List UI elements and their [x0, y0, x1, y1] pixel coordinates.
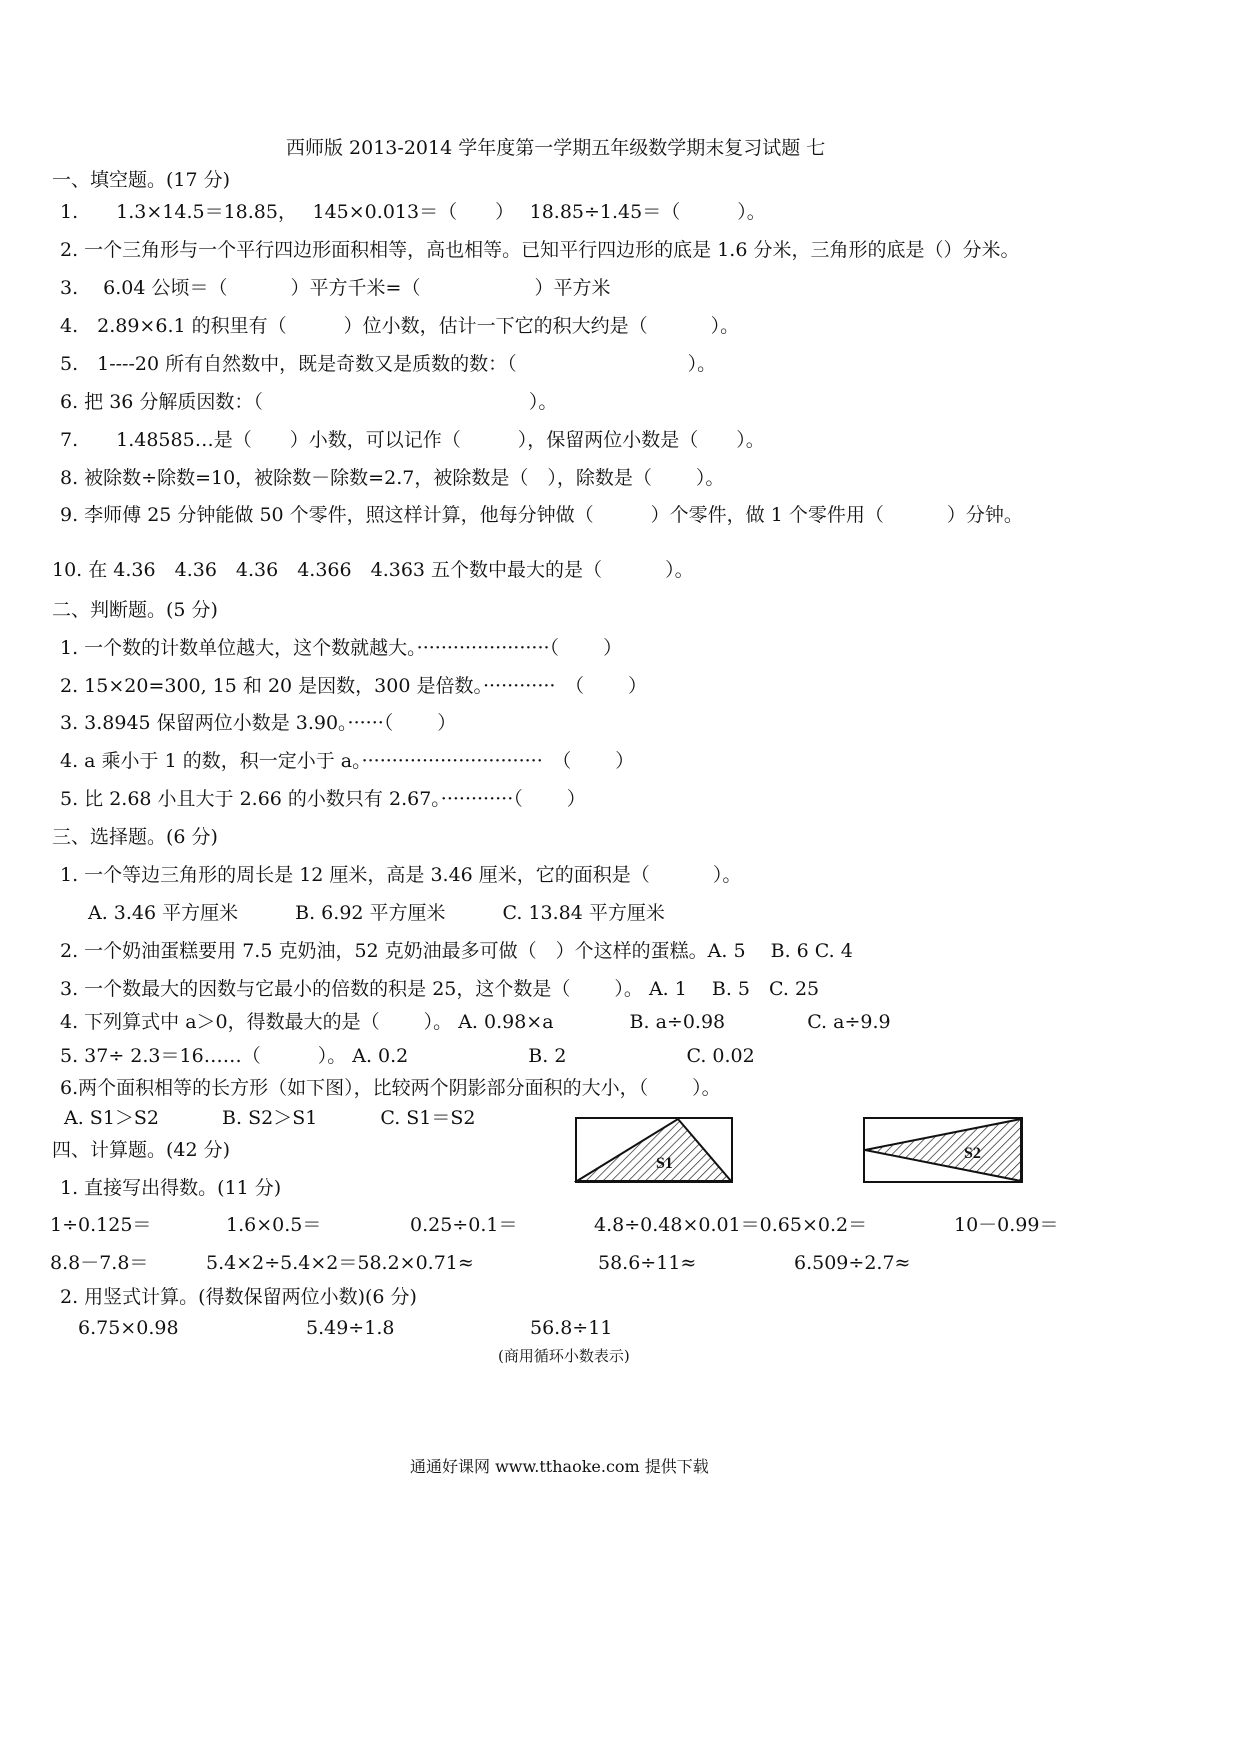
- calc-item: 8.8－7.8＝: [50, 1252, 149, 1274]
- calc-item: 1÷0.125＝: [50, 1214, 152, 1236]
- question-1-4: 4. 2.89×6.1 的积里有（ ）位小数，估计一下它的积大约是（ ）。: [60, 315, 740, 337]
- question-3-2: 2. 一个奶油蛋糕要用 7.5 克奶油，52 克奶油最多可做（ ）个这样的蛋糕。A. 5 B. 6 C. 4: [60, 940, 853, 962]
- section-heading-calculation: 四、计算题。(42 分): [52, 1139, 231, 1161]
- question-1-10: 10. 在 4.36 4.36 4.36 4.366 4.363 五个数中最大的是（ ）。: [52, 559, 694, 581]
- question-2-5: 5. 比 2.68 小且大于 2.66 的小数只有 2.67。············（ ）: [60, 788, 586, 810]
- vertical-calc-item: 56.8÷11: [530, 1317, 613, 1339]
- calc-item: 6.509÷2.7≈: [794, 1252, 911, 1274]
- sub-heading-direct-results: 1. 直接写出得数。(11 分): [60, 1177, 282, 1199]
- recurring-decimal-note: (商用循环小数表示): [498, 1347, 630, 1365]
- calc-item: 58.6÷11≈: [598, 1252, 697, 1274]
- footer-source: 通通好课网 www.tthaoke.com 提供下载: [410, 1457, 709, 1476]
- figure-rectangle-s1: [574, 1116, 736, 1188]
- question-1-5: 5. 1----20 所有自然数中，既是奇数又是质数的数：（ ）。: [60, 353, 717, 375]
- figure-label-s1: S1: [656, 1155, 673, 1172]
- vertical-calc-item: 6.75×0.98: [78, 1317, 179, 1339]
- question-3-6: 6.两个面积相等的长方形（如下图），比较两个阴影部分面积的大小，（ ）。: [60, 1077, 721, 1099]
- question-2-2: 2. 15×20=300, 15 和 20 是因数，300 是倍数。············ （ ）: [60, 675, 647, 697]
- page-title: 西师版 2013-2014 学年度第一学期五年级数学期末复习试题 七: [286, 137, 826, 159]
- calc-item: 4.8÷0.48×0.01＝0.65×0.2＝: [594, 1214, 868, 1236]
- question-1-6: 6. 把 36 分解质因数：（ ）。: [60, 391, 558, 413]
- section-heading-fill-blank: 一、填空题。(17 分): [52, 169, 231, 191]
- question-3-1-options: A. 3.46 平方厘米 B. 6.92 平方厘米 C. 13.84 平方厘米: [88, 902, 665, 924]
- section-heading-multiple-choice: 三、选择题。(6 分): [52, 826, 218, 848]
- figure-rectangle-s2: [862, 1116, 1026, 1188]
- question-1-2: 2. 一个三角形与一个平行四边形面积相等，高也相等。已知平行四边形的底是 1.6 分米，三角形的底是（）分米。: [60, 239, 1020, 261]
- question-3-1: 1. 一个等边三角形的周长是 12 厘米，高是 3.46 厘米，它的面积是（ ）。: [60, 864, 742, 886]
- question-3-4: 4. 下列算式中 a＞0，得数最大的是（ ）。 A. 0.98×a B. a÷0.98 C. a÷9.9: [60, 1011, 891, 1033]
- question-2-4: 4. a 乘小于 1 的数，积一定小于 a。······························ （ ）: [60, 750, 635, 772]
- figure-label-s2: S2: [964, 1145, 981, 1162]
- question-3-6-options: A. S1＞S2 B. S2＞S1 C. S1＝S2: [64, 1107, 476, 1129]
- question-1-8: 8. 被除数÷除数=10，被除数－除数=2.7，被除数是（ ），除数是（ ）。: [60, 467, 725, 489]
- sub-heading-vertical-calc: 2. 用竖式计算。(得数保留两位小数)(6 分): [60, 1286, 417, 1308]
- calc-item: 0.25÷0.1＝: [410, 1214, 518, 1236]
- calc-item: 5.4×2÷5.4×2＝58.2×0.71≈: [206, 1252, 474, 1274]
- calc-item: 1.6×0.5＝: [226, 1214, 322, 1236]
- question-1-7: 7. 1.48585…是（ ）小数，可以记作（ ），保留两位小数是（ ）。: [60, 429, 765, 451]
- question-2-3: 3. 3.8945 保留两位小数是 3.90。······（ ）: [60, 712, 457, 734]
- question-1-9: 9. 李师傅 25 分钟能做 50 个零件，照这样计算，他每分钟做（ ）个零件，做 1 个零件用（ ）分钟。: [60, 504, 1023, 526]
- question-3-5: 5. 37÷ 2.3＝16……（ ）。 A. 0.2 B. 2 C. 0.02: [60, 1045, 755, 1067]
- question-3-3: 3. 一个数最大的因数与它最小的倍数的积是 25，这个数是（ ）。 A. 1 B. 5 C. 25: [60, 978, 820, 1000]
- question-2-1: 1. 一个数的计数单位越大，这个数就越大。······················（ ）: [60, 637, 623, 659]
- section-heading-true-false: 二、判断题。(5 分): [52, 599, 218, 621]
- vertical-calc-item: 5.49÷1.8: [306, 1317, 395, 1339]
- question-1-1: 1. 1.3×14.5＝18.85， 145×0.013＝（ ） 18.85÷1.45＝（ ）。: [60, 201, 766, 223]
- calc-item: 10－0.99＝: [954, 1214, 1059, 1236]
- question-1-3: 3. 6.04 公顷＝（ ）平方千米=（ ）平方米: [60, 277, 611, 299]
